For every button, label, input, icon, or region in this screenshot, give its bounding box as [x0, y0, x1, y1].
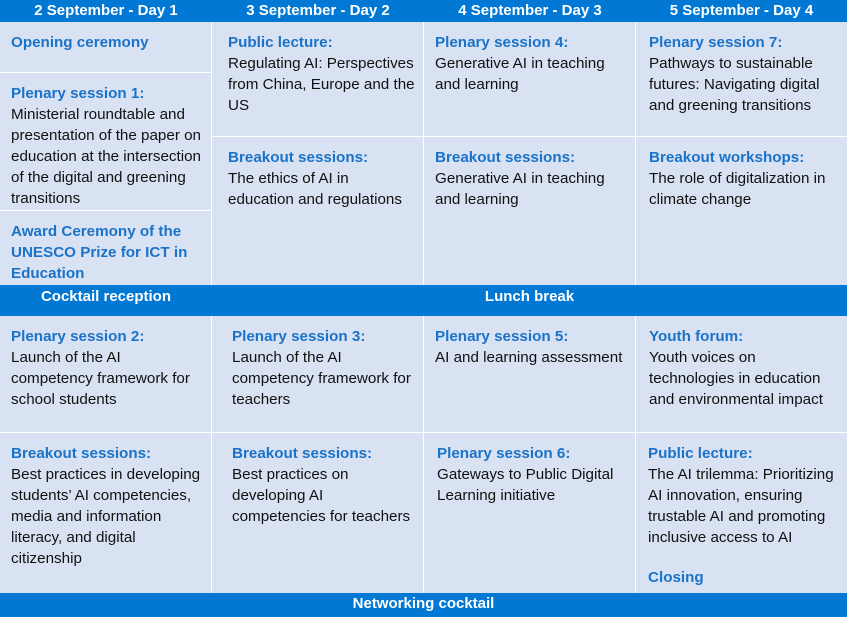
session-description: Youth voices on technologies in education and environmental impact	[649, 349, 823, 408]
session-description: Pathways to sustainable futures: Navigating digital and greening transitions	[649, 55, 820, 114]
session-description: The ethics of AI in education and regulations	[228, 170, 402, 208]
session-title: Plenary session 7:	[649, 34, 783, 51]
session-breakout-day2-pm	[212, 433, 424, 593]
session-description: The AI trilemma: Prioritizing AI innovation, ensuring trustable AI and promoting inclusive access to AI	[648, 466, 834, 546]
session-description: Best practices on developing AI competencies for teachers	[232, 466, 411, 525]
session-description: Regulating AI: Perspectives from China, Europe and the US	[228, 55, 415, 114]
header-day-4: 5 September - Day 4	[636, 0, 847, 22]
session-title: Plenary session 3:	[232, 328, 366, 345]
session-plenary-4	[424, 22, 636, 137]
session-description: Best practices in developing students’ AI competencies, media and information literacy, and digital citizenship	[11, 466, 201, 567]
session-breakout-day3-am	[424, 137, 636, 285]
lunch-break-band: Lunch break	[212, 285, 847, 316]
session-plenary-7	[636, 22, 847, 137]
session-opening-ceremony	[0, 22, 212, 73]
session-breakout-day1-pm	[0, 433, 212, 593]
session-description: Launch of the AI competency framework for school students	[11, 349, 190, 408]
session-title: Breakout sessions:	[232, 445, 373, 462]
cocktail-reception-band: Cocktail reception	[0, 285, 212, 316]
session-description: Generative AI in teaching and learning	[435, 170, 605, 208]
session-breakout-day2-am	[212, 137, 424, 285]
session-title: Public lecture:	[228, 34, 333, 51]
session-description: AI and learning assessment	[435, 349, 623, 366]
session-title: Public lecture:	[648, 445, 753, 462]
session-title: Breakout sessions:	[11, 445, 152, 462]
session-title: Youth forum:	[649, 328, 744, 345]
session-title: Breakout workshops:	[649, 149, 805, 166]
session-title: Plenary session 5:	[435, 328, 569, 345]
session-breakout-workshops	[636, 137, 847, 285]
session-title: Plenary session 6:	[437, 445, 571, 462]
header-day-1: 2 September - Day 1	[0, 0, 212, 22]
closing-label: Closing	[648, 569, 704, 586]
session-description: Generative AI in teaching and learning	[435, 55, 605, 93]
grid-line	[423, 316, 424, 593]
session-title: Breakout sessions:	[228, 149, 369, 166]
session-title: Plenary session 4:	[435, 34, 569, 51]
header-day-3: 4 September - Day 3	[424, 0, 636, 22]
session-title: Award Ceremony of the UNESCO Prize for ICT in Education	[11, 223, 188, 282]
session-title: Breakout sessions:	[435, 149, 576, 166]
grid-line	[0, 210, 212, 211]
session-plenary-6	[424, 433, 636, 593]
grid-line	[211, 22, 212, 285]
header-day-2: 3 September - Day 2	[212, 0, 424, 22]
session-title: Opening ceremony	[11, 34, 149, 51]
session-description: Ministerial roundtable and presentation of the paper on education at the intersection of the digital and greening transitions	[11, 106, 201, 207]
networking-cocktail-band: Networking cocktail	[0, 593, 847, 617]
session-description: Gateways to Public Digital Learning initiative	[437, 466, 614, 504]
grid-line	[212, 136, 847, 137]
session-title: Plenary session 1:	[11, 85, 145, 102]
grid-line	[635, 22, 636, 285]
grid-line	[635, 316, 636, 593]
session-description: Launch of the AI competency framework for teachers	[232, 349, 411, 408]
grid-line	[211, 316, 212, 593]
session-plenary-2	[0, 316, 212, 433]
session-plenary-3	[212, 316, 424, 433]
session-public-lecture-day4	[636, 433, 847, 593]
grid-line	[423, 22, 424, 285]
session-public-lecture-day2	[212, 22, 424, 137]
session-title: Plenary session 2:	[11, 328, 145, 345]
session-youth-forum	[636, 316, 847, 433]
session-plenary-5	[424, 316, 636, 433]
session-award-ceremony	[0, 211, 212, 285]
grid-line	[0, 432, 847, 433]
grid-line	[0, 72, 212, 73]
session-description: The role of digitalization in climate change	[649, 170, 826, 208]
session-plenary-1	[0, 73, 212, 211]
